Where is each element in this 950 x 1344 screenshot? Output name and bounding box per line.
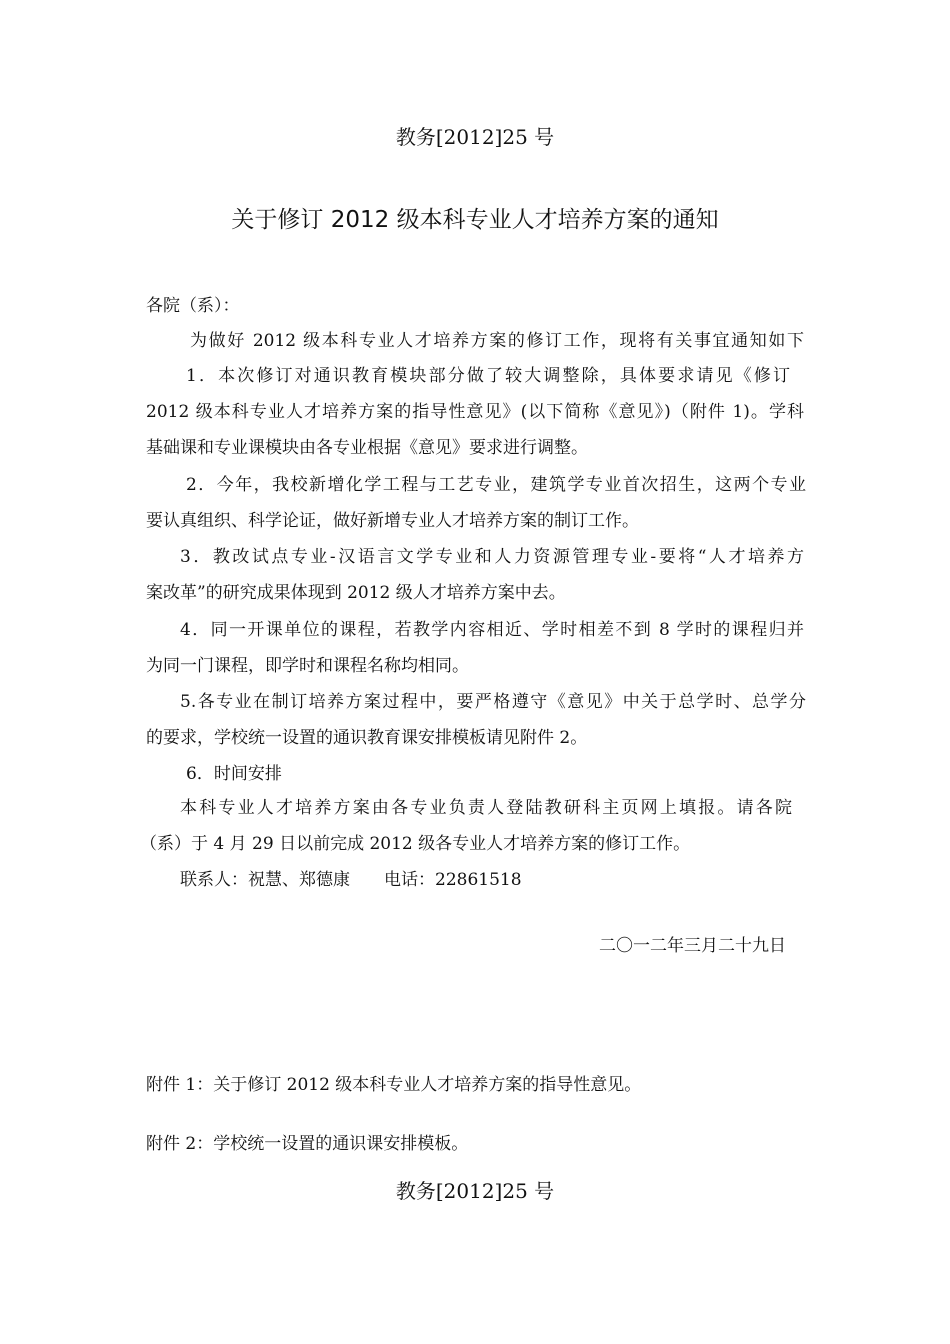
attachment-1: 附件 1：关于修订 2012 级本科专业人才培养方案的指导性意见。 [146,1075,642,1095]
schedule-line-2: （系）于 4 月 29 日以前完成 2012 级各专业人才培养方案的修订工作。 [140,834,691,854]
item-4-line-2: 为同一门课程，即学时和课程名称均相同。 [146,656,469,676]
footer-document-number: 教务[2012]25 号 [395,1179,555,1203]
notice-title: 关于修订 2012 级本科专业人才培养方案的通知 [231,207,719,233]
item-2-line-1: 2．今年，我校新增化学工程与工艺专业，建筑学专业首次招生，这两个专业 [186,475,806,495]
intro-line: 为做好 2012 级本科专业人才培养方案的修订工作，现将有关事宜通知如下 [190,331,804,351]
item-1-line-1: 1．本次修订对通识教育模块部分做了较大调整除，具体要求请见《修订 [186,366,790,386]
issue-date: 二〇一二年三月二十九日 [599,936,786,956]
item-1-line-3: 基础课和专业课模块由各专业根据《意见》要求进行调整。 [146,438,588,458]
salutation: 各院（系）： [146,296,240,316]
item-4-line-1: 4．同一开课单位的课程，若教学内容相近、学时相差不到 8 学时的课程归并 [180,620,804,640]
item-5-line-1: 5.各专业在制订培养方案过程中，要严格遵守《意见》中关于总学时、总学分 [180,692,806,712]
item-1-line-2: 2012 级本科专业人才培养方案的指导性意见》(以下简称《意见》)（附件 1)。学科 [146,402,804,422]
schedule-line-1: 本科专业人才培养方案由各专业负责人登陆教研科主页网上填报。请各院 [180,798,792,818]
item-6-heading: 6．时间安排 [186,764,282,784]
document-number: 教务[2012]25 号 [395,125,555,149]
item-5-line-2: 的要求，学校统一设置的通识教育课安排模板请见附件 2。 [146,728,588,748]
contact-line: 联系人：祝慧、郑德康 电话：22861518 [180,870,522,890]
item-3-line-1: 3．教改试点专业-汉语言文学专业和人力资源管理专业-要将“人才培养方 [180,547,804,567]
attachment-2: 附件 2：学校统一设置的通识课安排模板。 [146,1134,469,1154]
item-2-line-2: 要认真组织、科学论证，做好新增专业人才培养方案的制订工作。 [146,511,639,531]
item-3-line-2: 案改革”的研究成果体现到 2012 级人才培养方案中去。 [146,583,566,603]
